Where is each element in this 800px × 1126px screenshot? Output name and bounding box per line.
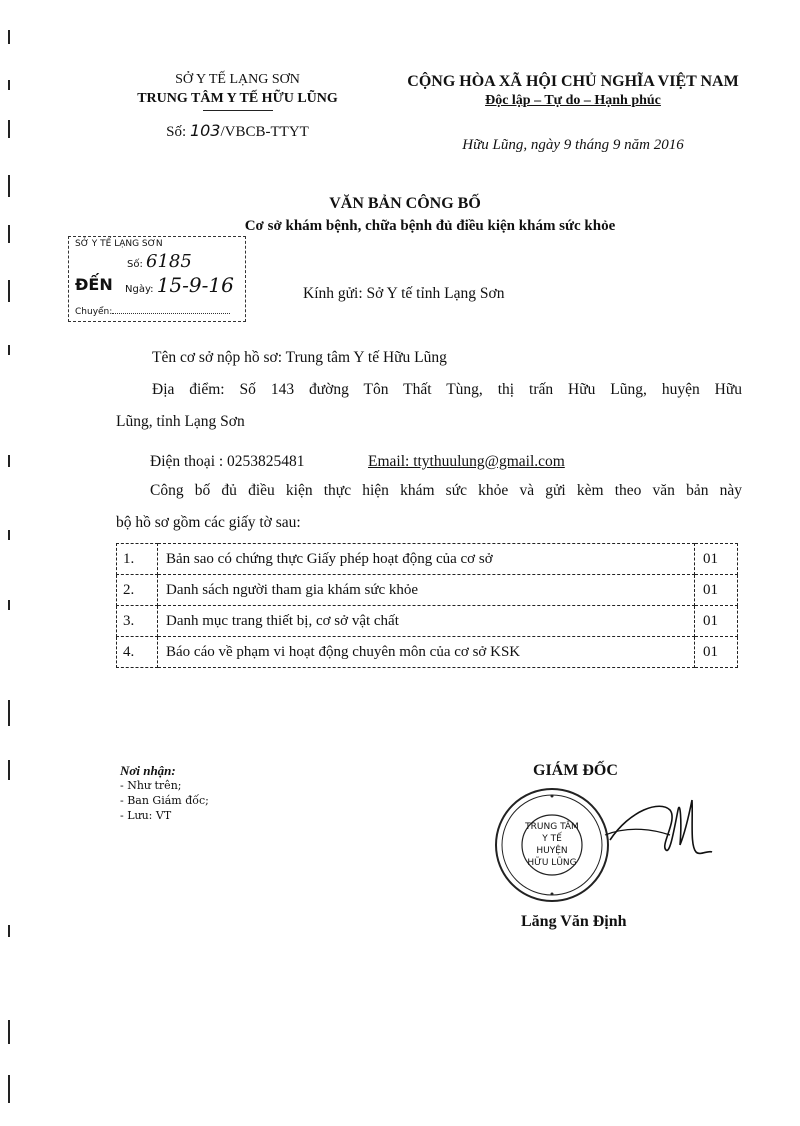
scan-mark: [8, 925, 10, 937]
scan-mark: [8, 280, 10, 302]
seal-line-4: HỮU LŨNG: [527, 858, 577, 868]
table-row: [117, 606, 738, 637]
scan-mark: [8, 455, 10, 467]
address-line-2: Lũng, tỉnh Lạng Sơn: [116, 413, 245, 430]
recipients-label: Nơi nhận:: [120, 763, 176, 778]
doc-count: 01: [695, 637, 738, 668]
scan-mark: [8, 120, 10, 138]
recipients-block: [120, 763, 209, 823]
place-date: Hữu Lũng, ngày 9 tháng 9 năm 2016: [462, 137, 684, 153]
signer-name: Lăng Văn Định: [521, 913, 627, 930]
table-row: [117, 637, 738, 668]
doc-number: Số: 103/VBCB-TTYT: [166, 121, 309, 140]
scan-mark: [8, 600, 10, 610]
official-seal: [493, 786, 611, 904]
doc-num: 4.: [117, 637, 158, 668]
table-row: [117, 544, 738, 575]
scan-mark: [8, 1075, 10, 1103]
stamp-den: ĐẾN: [75, 275, 113, 294]
header-right: [378, 72, 768, 155]
scan-mark: [8, 175, 10, 197]
seal-line-2: Y TẾ: [542, 834, 562, 844]
doc-name: Bản sao có chứng thực Giấy phép hoạt động của cơ sở: [158, 544, 695, 575]
statement-line-2: bộ hồ sơ gồm các giấy tờ sau:: [116, 514, 301, 531]
table-row: [117, 575, 738, 606]
statement-line-1: Công bố đủ điều kiện thực hiện khám sức khỏe và gửi kèm theo văn bản này: [150, 482, 742, 499]
scan-mark: [8, 225, 10, 243]
phone: Điện thoại : 0253825481: [150, 453, 305, 470]
motto: Độc lập – Tự do – Hạnh phúc: [485, 93, 661, 108]
signature-icon: [600, 790, 720, 870]
seal-line-3: HUYỆN: [536, 846, 568, 856]
received-stamp: [68, 236, 246, 322]
org-name: TRUNG TÂM Y TẾ HỮU LŨNG: [137, 91, 338, 106]
list-item: - Lưu: VT: [120, 809, 172, 822]
scan-mark: [8, 760, 10, 780]
stamp-so: Số: 6185: [127, 251, 192, 272]
doc-name: Báo cáo về phạm vi hoạt động chuyên môn của cơ sở KSK: [158, 637, 695, 668]
doc-num: 1.: [117, 544, 158, 575]
stamp-chuyen: Chuyển:: [75, 307, 230, 317]
doc-subtitle: Cơ sở khám bệnh, chữa bệnh đủ điều kiện khám sức khỏe: [244, 218, 616, 234]
doc-num: 3.: [117, 606, 158, 637]
doc-name: Danh sách người tham gia khám sức khỏe: [158, 575, 695, 606]
scan-mark: [8, 1020, 10, 1044]
address-line-1: Địa điểm: Số 143 đường Tôn Thất Tùng, thị trấn Hữu Lũng, huyện Hữu: [152, 381, 742, 398]
country-name: CỘNG HÒA XÃ HỘI CHỦ NGHĨA VIỆT NAM: [407, 73, 739, 90]
stamp-ngay: Ngày: 15-9-16: [125, 273, 234, 297]
documents-table: [116, 543, 738, 668]
email: Email: ttythuulung@gmail.com: [368, 453, 565, 470]
header-left: [110, 70, 365, 142]
recipient-line: Kính gửi: Sở Y tế tỉnh Lạng Sơn: [303, 285, 505, 302]
signer-position: GIÁM ĐỐC: [533, 762, 618, 779]
doc-count: 01: [695, 575, 738, 606]
stamp-org: SỞ Y TẾ LẠNG SƠN: [75, 239, 163, 249]
doc-title: VĂN BẢN CÔNG BỐ: [329, 195, 481, 212]
scan-mark: [8, 345, 10, 355]
doc-count: 01: [695, 606, 738, 637]
doc-num: 2.: [117, 575, 158, 606]
list-item: - Như trên;: [120, 779, 182, 792]
submitter-line: Tên cơ sở nộp hồ sơ: Trung tâm Y tế Hữu Lũng: [152, 349, 447, 366]
seal-line-1: TRUNG TÂM: [525, 822, 579, 832]
scan-mark: [8, 30, 10, 44]
list-item: - Ban Giám đốc;: [120, 794, 209, 807]
doc-name: Danh mục trang thiết bị, cơ sở vật chất: [158, 606, 695, 637]
org-underline: [203, 110, 273, 111]
seal-icon: [493, 786, 611, 904]
scan-mark: [8, 80, 10, 90]
scan-mark: [8, 530, 10, 540]
scan-mark: [8, 700, 10, 726]
org-parent: SỞ Y TẾ LẠNG SƠN: [175, 72, 300, 87]
doc-count: 01: [695, 544, 738, 575]
doc-number-handwritten: 103: [189, 121, 221, 140]
